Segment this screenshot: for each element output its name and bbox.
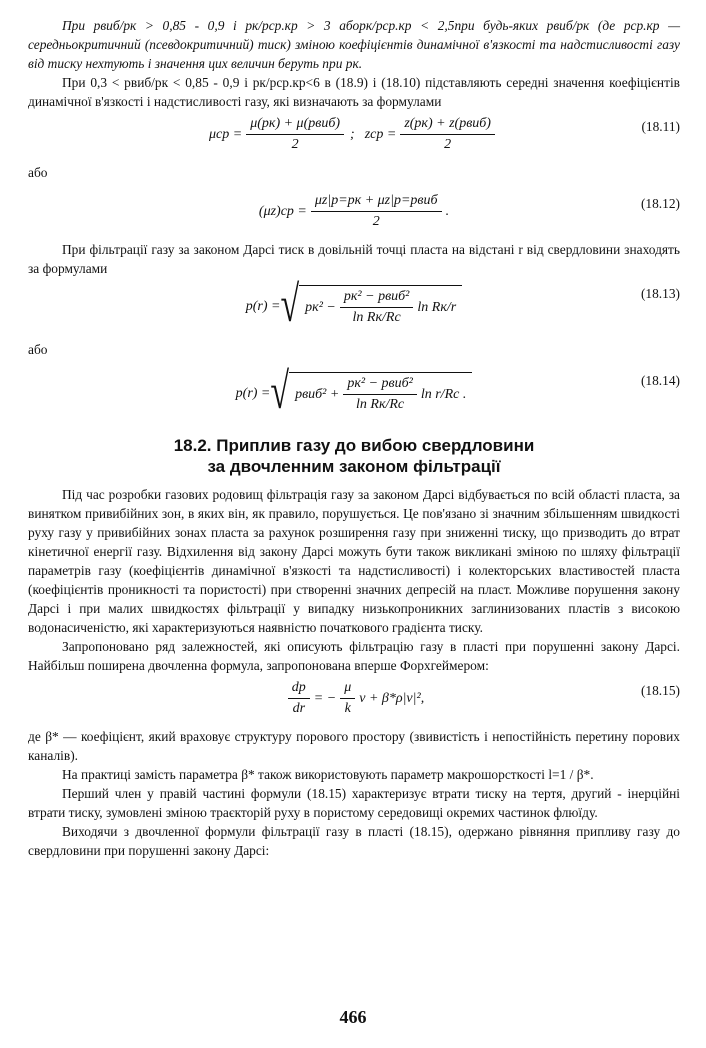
- label-abo-1: або: [28, 165, 48, 180]
- formula-18-12-frac: [311, 192, 442, 231]
- formula-18-14: [28, 365, 680, 421]
- formula-number-18-11: (18.11): [641, 119, 680, 134]
- formula-18-13-radicand: [299, 285, 462, 327]
- formula-18-14-tail: ln r/Rс .: [420, 387, 467, 402]
- page-content: [28, 16, 680, 860]
- formula-18-13-num: pк² − pвиб²: [340, 288, 414, 308]
- formula-18-14-radicand: [289, 372, 472, 414]
- sqrt-sign-icon: √: [280, 277, 300, 333]
- formula-number-18-15: (18.15): [640, 683, 680, 698]
- formula-18-11-mu-num: μ(pк) + μ(pвиб): [246, 115, 344, 135]
- formula-18-13-lhs: p(r) =: [245, 298, 281, 314]
- paragraph-9: Виходячи з двочленної формули фільтрації газу в пласті (18.15), одержано рівняння припливу газу до свердловини при порушенні закону Дарсі:: [28, 824, 680, 858]
- paragraph-8: Перший член у правій частині формули (18.15) характеризує втрати тиску на тертя, другий - інерційні втрати тиску, зумовлені зміною траєкторій руху в пористому середовищі окремих частинок флюїду.: [28, 786, 680, 820]
- formula-18-15-kn: μ: [340, 679, 355, 699]
- paragraph-2: При 0,3 < pвиб/pк < 0,85 - 0,9 і pк/pср.кр<6 в (18.9) і (18.10) підставляють середні значення коефіцієнтів динамічної в'язкості і надстисливості газу, які визначають за формулами: [28, 75, 680, 109]
- paragraph-6: де β* — коефіцієнт, який враховує структуру порового простору (звивистість і непостійність перетину порових каналів).: [28, 729, 680, 763]
- formula-18-11-sep: ;: [350, 126, 355, 142]
- label-abo-2: або: [28, 342, 48, 357]
- formula-18-12: [28, 188, 680, 234]
- paragraph-3: При фільтрації газу за законом Дарсі тиск в довільній точці пласта на відстані r від свердловини знаходять за формулами: [28, 242, 680, 276]
- formula-18-12-den: 2: [372, 213, 380, 229]
- sqrt-sign-icon: √: [270, 364, 290, 420]
- formula-18-15-eq: = −: [313, 690, 337, 706]
- formula-18-13-tail: ln Rк/r: [417, 300, 457, 315]
- page-number: 466: [339, 1007, 367, 1027]
- formula-number-18-12: (18.12): [640, 196, 680, 211]
- formula-18-13-den: ln Rк/Rс: [352, 310, 401, 325]
- formula-18-12-num: μz|p=pк + μz|p=pвиб: [311, 192, 442, 212]
- formula-18-11-mu-den: 2: [291, 136, 299, 152]
- formula-18-13-sqrt: [280, 277, 463, 333]
- formula-18-15-tail: v + β*ρ|v|²,: [359, 690, 425, 706]
- formula-18-14-frac: [343, 375, 417, 414]
- paragraph-1: При pвиб/pк > 0,85 - 0,9 і pк/pср.кр > 3 абоpк/pср.кр < 2,5при будь-яких pвиб/pк (де pср.кр — середньокритичний (псевдокритичний) тиск) зміною коефіцієнтів динамічної в'язкості та надстисливості газу від тиску нехтують і значення цих величин беруть при pк.: [28, 18, 680, 71]
- formula-18-11-mu-lhs: μср =: [209, 126, 243, 142]
- formula-18-11-z-den: 2: [444, 136, 452, 152]
- section-title-line-2: за двочленним законом фільтрації: [207, 457, 501, 476]
- formula-18-15-dpdr: [288, 679, 310, 718]
- paragraph-7: На практиці замість параметра β* також використовують параметр макрошорсткості l=1 / β*.: [62, 767, 594, 782]
- paragraph-4: Під час розробки газових родовищ фільтрація газу за законом Дарсі відбувається по всій області пласта, за винятком привибійних зон, в яких він, як правило, порушується. Це пов'язано зі значним збільшенням швидкості руху газу у привибійних зонах пласта за рахунок розширення газу при зниженні тиску, що призводить до втрат кінетичної енергії газу. Відхилення від закону Дарсі можуть бути також викликані зміною по шляху фільтрації параметрів газу (коефіцієнтів динамічної в'язкості та надстисливості) і колекторських властивостей пласта (коефіцієнтів проникності та пористості) при створенні значних депресій на пласт. Можливе порушення закону Дарсі і при малих швидкостях фільтрації у випадку низькопроникних заглинизованих пластів з високою водонасиченістю, які характеризуються наявністю початкового градієнта тиску.: [28, 487, 680, 635]
- formula-18-15: [28, 675, 680, 721]
- formula-18-15-den: dr: [292, 700, 306, 716]
- formula-18-14-sqrt: [270, 364, 472, 420]
- formula-18-13-frac: [340, 288, 414, 327]
- formula-18-14-num: pк² − pвиб²: [343, 375, 417, 395]
- formula-18-14-lhs: p(r) =: [235, 385, 271, 401]
- formula-18-14-term: pвиб² +: [295, 387, 340, 402]
- formula-18-11-z-lhs: zср =: [364, 126, 397, 142]
- formula-18-15-kd: k: [344, 700, 351, 716]
- formula-18-11: [28, 111, 680, 157]
- formula-18-11-z-num: z(pк) + z(pвиб): [400, 115, 495, 135]
- paragraph-5: Запропоновано ряд залежностей, які описують фільтрацію газу в пласті при порушенні закону Дарсі. Найбільш поширена двочленна формула, запропонована вперше Форхгеймером:: [28, 639, 680, 673]
- formula-18-13-term: pк² −: [305, 300, 336, 315]
- formula-18-11-mu-frac: [246, 115, 344, 154]
- formula-18-12-lhs: (μz)ср =: [258, 203, 307, 219]
- formula-18-15-mu-k: [340, 679, 355, 718]
- formula-18-11-z-frac: [400, 115, 495, 154]
- formula-18-12-tail: .: [445, 203, 450, 219]
- formula-18-15-num: dp: [288, 679, 310, 699]
- formula-number-18-13: (18.13): [640, 286, 680, 301]
- section-title: [28, 435, 680, 477]
- section-title-line-1: 18.2. Приплив газу до вибою свердловини: [173, 436, 535, 455]
- formula-number-18-14: (18.14): [640, 373, 680, 388]
- formula-18-14-den: ln Rк/Rс: [356, 397, 405, 412]
- formula-18-13: [28, 278, 680, 334]
